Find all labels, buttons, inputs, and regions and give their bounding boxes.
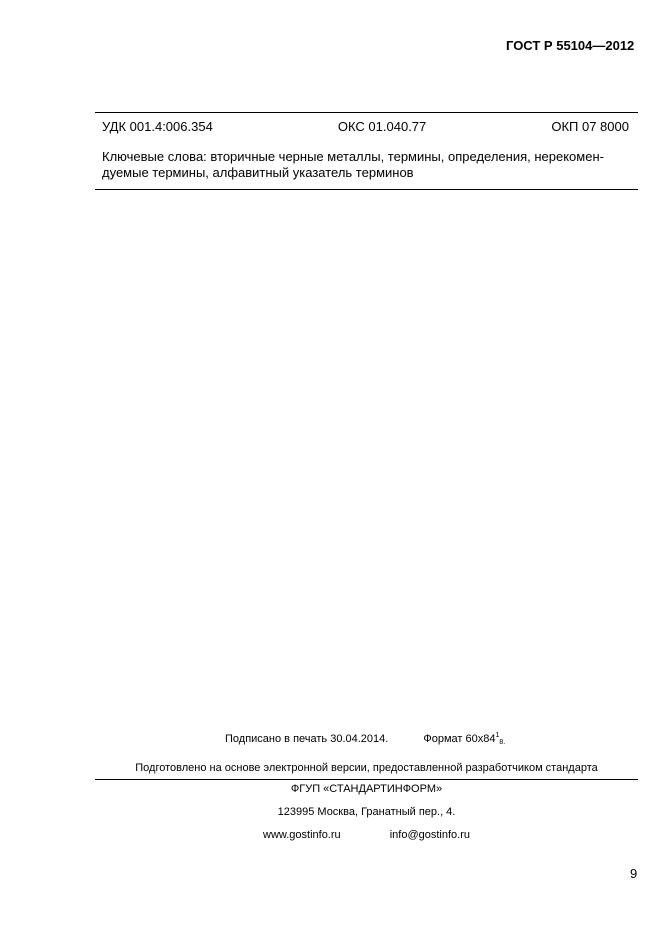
page-number: 9 bbox=[630, 866, 638, 881]
publisher-name: ФГУП «СТАНДАРТИНФОРМ» bbox=[290, 783, 443, 795]
publisher-address: 123995 Москва, Гранатный пер., 4. bbox=[277, 806, 456, 818]
website-link[interactable]: www.gostinfo.ru bbox=[263, 829, 341, 841]
publisher-contacts bbox=[263, 829, 470, 841]
okp-code: ОКП 07 8000 bbox=[551, 119, 629, 134]
udk-code: УДК 001.4:006.354 bbox=[102, 119, 213, 134]
paper-format-prefix: Формат 60х84 bbox=[423, 733, 496, 745]
email-link[interactable]: info@gostinfo.ru bbox=[389, 829, 470, 841]
keywords-paragraph bbox=[102, 149, 629, 181]
standard-code: ГОСТ Р 55104—2012 bbox=[506, 38, 635, 53]
classification-row bbox=[102, 119, 629, 134]
paper-format bbox=[423, 733, 505, 745]
keywords-line-2: дуемые термины, алфавитный указатель терминов bbox=[102, 165, 414, 180]
imprint-rule bbox=[95, 779, 638, 780]
top-rule bbox=[95, 112, 638, 113]
paper-format-denominator: 8. bbox=[499, 739, 506, 746]
signed-date: Подписано в печать 30.04.2014. bbox=[225, 733, 389, 745]
keywords-line-1: Ключевые слова: вторичные черные металлы, термины, определения, нерекомен- bbox=[102, 149, 604, 164]
oks-code: ОКС 01.040.77 bbox=[337, 119, 427, 134]
keywords-bottom-rule bbox=[95, 189, 638, 190]
imprint-signed-format bbox=[225, 732, 505, 746]
prepared-note: Подготовлено на основе электронной версии, предоставленной разработчиком стандарта bbox=[135, 762, 598, 774]
paper-format-numerator: 1 bbox=[495, 732, 500, 739]
